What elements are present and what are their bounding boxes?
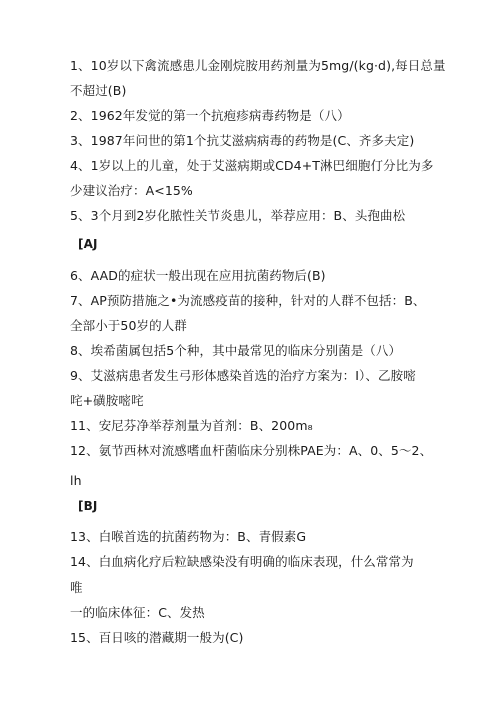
text-line: 15、百日咳的潜藏期一般为(C) bbox=[70, 630, 244, 645]
text-line: 13、白喉首选的抗菌药物为：B、青假素G bbox=[70, 529, 307, 544]
text-line: 一的临床体征：C、发热 bbox=[70, 605, 205, 620]
text-line: 14、白血病化疗后粒缺感染没有明确的临床表现，什么常常为 bbox=[70, 554, 414, 569]
text-line: 3、1987年问世的第1个抗艾滋病病毒的药物是(C、齐多夫定) bbox=[70, 133, 415, 148]
text-line: 6、AAD的症状一般出现在应用抗菌药物后(B) bbox=[70, 268, 326, 283]
text-line: 2、1962年发觉的第一个抗疱疹病毒药物是（八） bbox=[70, 108, 350, 123]
text-line: 咤+磺胺嘧咤 bbox=[70, 393, 144, 408]
text-line: 7、AP预防措施之•为流感疫苗的接种，针对的人群不包括：B、 bbox=[70, 293, 426, 308]
text-line: [AJ bbox=[78, 237, 98, 251]
text-line: 唯 bbox=[70, 580, 83, 595]
text-line: 不超过(B) bbox=[70, 83, 127, 98]
text-line: 4、1岁以上的儿童，处于艾滋病期或CD4+T淋巴细胞仃分比为多 bbox=[70, 158, 434, 173]
text-line: 8、埃希菌属包括5个种，其中最常见的临床分别菌是（八） bbox=[70, 343, 402, 358]
text-line: [BJ bbox=[78, 499, 98, 513]
text-line: 11、安尼芬净举荐剂量为首剂：B、200m₈ bbox=[70, 418, 313, 433]
text-line: 12、氨节西林对流感嗜血杆菌临床分别株PAE为：A、0、5〜2、 bbox=[70, 443, 433, 458]
text-line: lh bbox=[70, 473, 82, 488]
text-line: 9、艾滋病患者发生弓形体感染首选的治疗方案为：I）、乙胺嘧 bbox=[70, 368, 416, 383]
text-line: 少建议治疗：A<15% bbox=[70, 183, 193, 198]
text-line: 5、3个月到2岁化脓性关节炎患儿，举荐应用：B、头孢曲松 bbox=[70, 208, 406, 223]
text-line: 1、10岁以下禽流感患儿金刚烷胺用药剂量为5mg/(kg·d),每日总量 bbox=[70, 58, 446, 73]
text-line: 全部小于50岁的人群 bbox=[70, 318, 187, 333]
